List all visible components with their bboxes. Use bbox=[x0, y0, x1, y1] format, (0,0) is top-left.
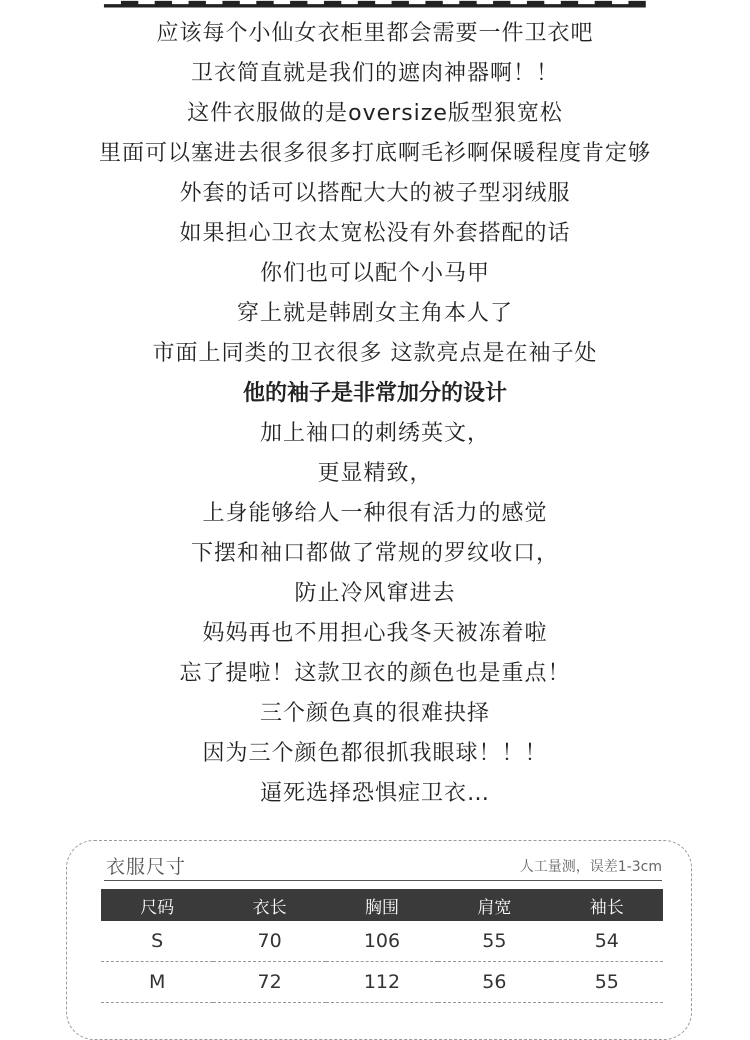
product-description bbox=[0, 14, 750, 814]
description-line: 加上袖口的刺绣英文， bbox=[259, 421, 490, 446]
description-line: 这件衣服做的是oversize版型狠宽松 bbox=[187, 101, 563, 126]
description-line: 因为三个颜色都很抓我眼球！！！ bbox=[202, 741, 548, 766]
column-header-chest: 胸围 bbox=[326, 889, 438, 921]
cell-sleeve: 55 bbox=[551, 962, 663, 1003]
description-line: 市面上同类的卫衣很多 这款亮点是在袖子处 bbox=[152, 341, 598, 366]
description-line: 更显精致， bbox=[317, 461, 433, 486]
description-line: 应该每个小仙女衣柜里都会需要一件卫衣吧 bbox=[156, 21, 594, 46]
size-chart-note: 人工量测，误差1-3cm bbox=[519, 859, 662, 875]
table-row bbox=[101, 921, 663, 962]
column-header-size: 尺码 bbox=[101, 889, 213, 921]
size-chart-title: 衣服尺寸 bbox=[106, 856, 187, 878]
cell-length: 70 bbox=[213, 921, 325, 962]
column-header-shoulder: 肩宽 bbox=[438, 889, 550, 921]
cell-chest: 112 bbox=[326, 962, 438, 1003]
cell-chest: 106 bbox=[326, 921, 438, 962]
size-table bbox=[101, 889, 663, 1003]
description-line: 穿上就是韩剧女主角本人了 bbox=[236, 301, 513, 326]
cell-sleeve: 54 bbox=[551, 921, 663, 962]
clipped-top-text-line bbox=[0, 0, 750, 8]
description-line: 如果担心卫衣太宽松没有外套搭配的话 bbox=[179, 221, 571, 246]
description-line: 忘了提啦！这款卫衣的颜色也是重点！ bbox=[179, 661, 571, 686]
cell-length: 72 bbox=[213, 962, 325, 1003]
cell-shoulder: 55 bbox=[438, 921, 550, 962]
description-line: 逼死选择恐惧症卫衣… bbox=[259, 781, 490, 806]
description-line: 你们也可以配个小马甲 bbox=[259, 261, 490, 286]
cell-shoulder: 56 bbox=[438, 962, 550, 1003]
description-line: 外套的话可以搭配大大的被子型羽绒服 bbox=[179, 181, 571, 206]
description-line: 妈妈再也不用担心我冬天被冻着啦 bbox=[202, 621, 548, 646]
cell-size: S bbox=[101, 921, 213, 962]
column-header-length: 衣长 bbox=[213, 889, 325, 921]
description-line: 里面可以塞进去很多很多打底啊毛衫啊保暖程度肯定够 bbox=[98, 141, 651, 166]
description-line: 下摆和袖口都做了常规的罗纹收口， bbox=[190, 541, 559, 566]
column-header-sleeve: 袖长 bbox=[551, 889, 663, 921]
size-table-header-row bbox=[101, 889, 663, 921]
description-line: 防止冷风窜进去 bbox=[294, 581, 456, 606]
description-line-highlight: 他的袖子是非常加分的设计 bbox=[242, 381, 507, 406]
description-line: 卫衣简直就是我们的遮肉神器啊！！ bbox=[190, 61, 559, 86]
table-row bbox=[101, 962, 663, 1003]
cell-size: M bbox=[101, 962, 213, 1003]
description-line: 三个颜色真的很难抉择 bbox=[259, 701, 490, 726]
description-line: 上身能够给人一种很有活力的感觉 bbox=[202, 501, 548, 526]
size-chart-header bbox=[104, 852, 662, 881]
